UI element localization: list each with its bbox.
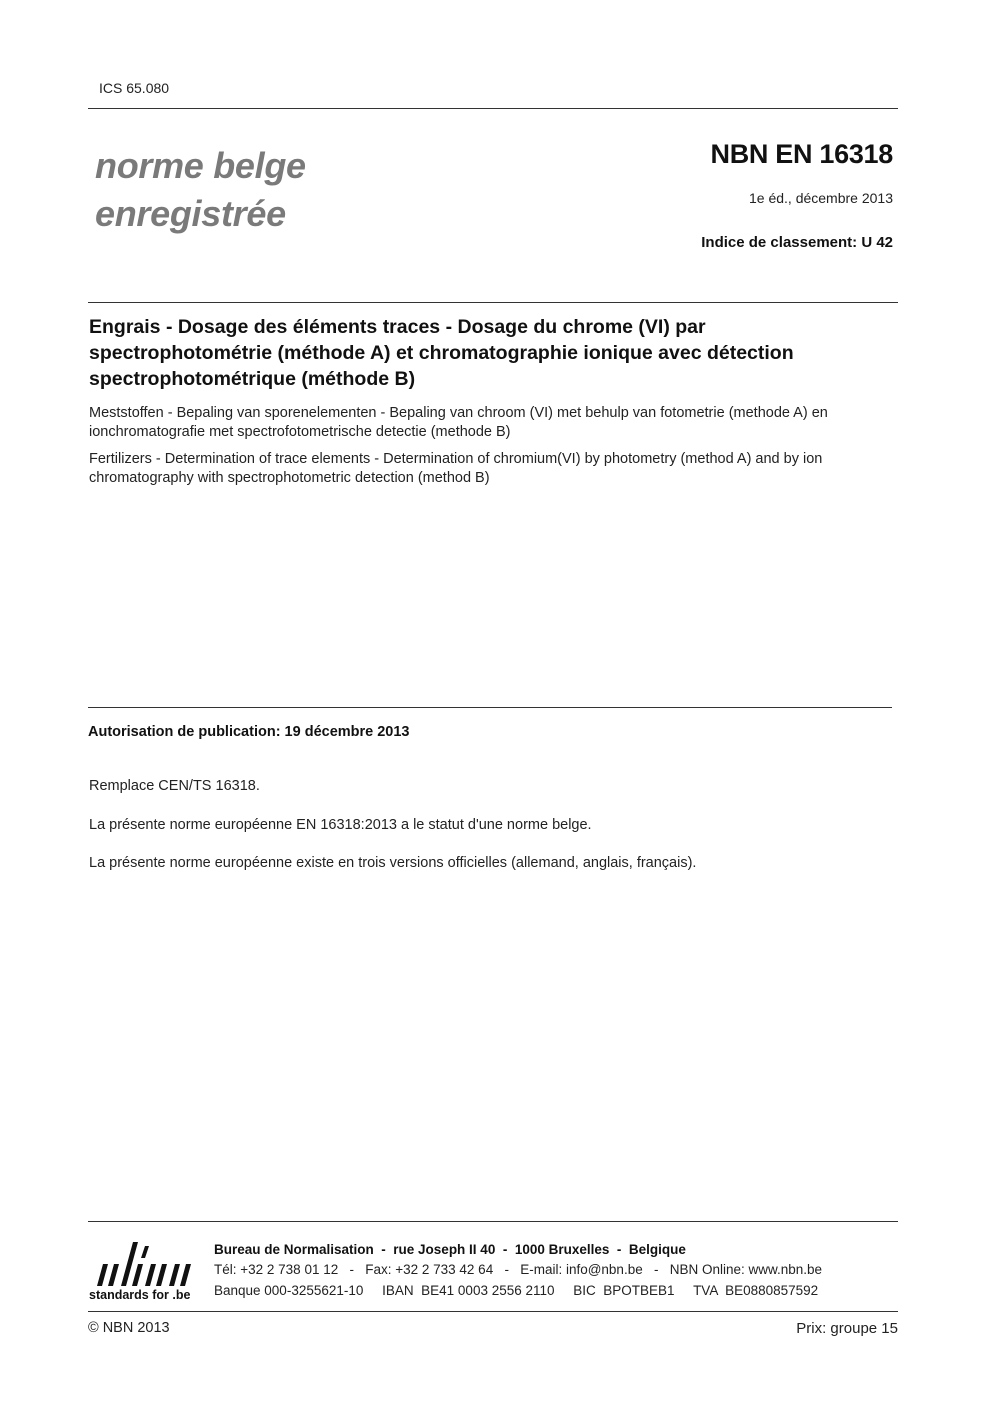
brand-title	[95, 142, 306, 238]
footer-address: Bureau de Normalisation - rue Joseph II 40 - 1000 Bruxelles - Belgique	[214, 1242, 686, 1257]
title-english: Fertilizers - Determination of trace elements - Determination of chromium(VI) by photometry (method A) and by ion chromatography with spectrophotometric detection (method B)	[89, 451, 823, 486]
logo-tagline: standards for .be	[89, 1288, 191, 1302]
brand-line-1: norme belge	[95, 145, 306, 186]
title-french: Engrais - Dosage des éléments traces - Dosage du chrome (VI) par spectrophotométrie (méthode A) et chromatographie ionique avec détection spectrophotométrique (méthode B)	[89, 316, 794, 390]
note-versions: La présente norme européenne existe en trois versions officielles (allemand, anglais, français).	[89, 855, 697, 871]
note-replaces: Remplace CEN/TS 16318.	[89, 778, 260, 794]
edition: 1e éd., décembre 2013	[749, 190, 893, 206]
publication-rule	[88, 707, 892, 708]
standard-id: NBN EN 16318	[710, 139, 893, 169]
brand-line-2: enregistrée	[95, 193, 286, 234]
footer-contact: Tél: +32 2 738 01 12 - Fax: +32 2 733 42 64 - E-mail: info@nbn.be - NBN Online: www.nbn.be	[214, 1262, 823, 1277]
footer-bottom-rule	[88, 1311, 898, 1312]
footer-bank: Banque 000-3255621-10 IBAN BE41 0003 2556 2110 BIC BPOTBEB1 TVA BE0880857592	[214, 1283, 819, 1298]
price-group: Prix: groupe 15	[796, 1320, 898, 1337]
header-rule	[88, 108, 898, 109]
classification-index: Indice de classement: U 42	[701, 234, 893, 251]
publication-authorisation: Autorisation de publication: 19 décembre 2013	[88, 724, 410, 740]
title-top-rule	[88, 302, 898, 303]
ics-code: ICS 65.080	[99, 80, 170, 96]
note-status: La présente norme européenne EN 16318:2013 a le statut d'une norme belge.	[89, 817, 592, 833]
copyright: © NBN 2013	[88, 1320, 170, 1336]
title-dutch: Meststoffen - Bepaling van sporenelementen - Bepaling van chroom (VI) met behulp van fotometrie (methode A) en ionchromatografie met spectrofotometrische detectie (methode B)	[89, 405, 828, 440]
footer-rule	[88, 1221, 898, 1222]
